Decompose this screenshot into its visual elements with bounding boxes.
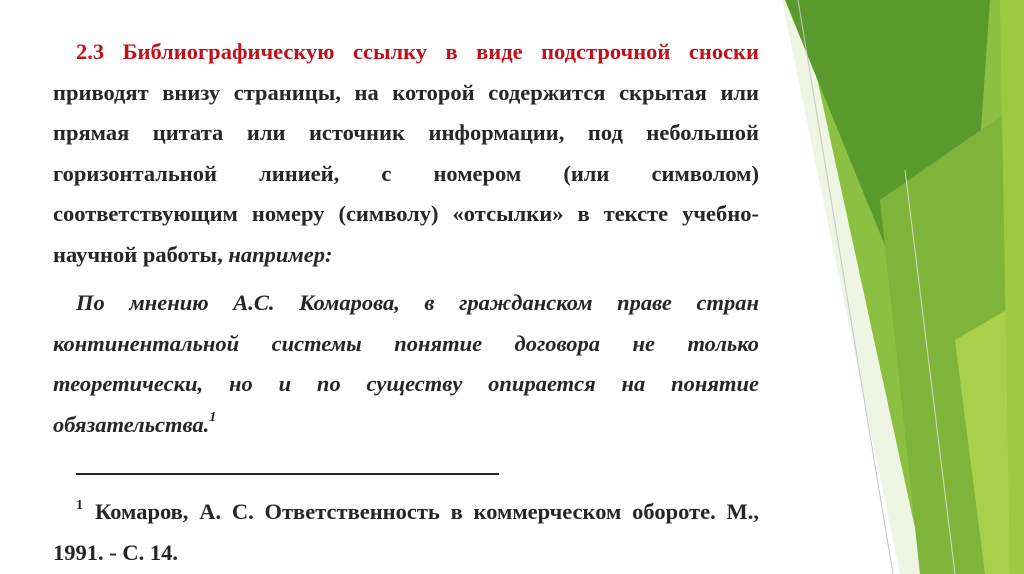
paragraph-body: приводят внизу страницы, на которой содержится скрытая или прямая цитата или источник информации, под небольшой горизонтальной линией, с номером (или символом) соответствующим номеру (символу) «отсылки» в тексте учебно-научной работы, [53, 79, 759, 267]
quote-text: По мнению А.С. Комарова, в гражданском праве стран континентальной системы понятие договора не только теоретически, но и по существу опирается на понятие обязательства. [53, 290, 759, 437]
footnote [53, 492, 759, 573]
quote-footnote-marker: 1 [209, 410, 217, 425]
footnote-marker: 1 [76, 497, 83, 513]
example-label: например: [228, 241, 333, 267]
example-quote [53, 283, 759, 445]
slide-content [53, 32, 759, 573]
paragraph-2-3 [53, 32, 759, 275]
paragraph-heading: 2.3 Библиографическую ссылку в виде подстрочной сноски [76, 39, 759, 64]
footnote-text: Комаров, А. С. Ответственность в коммерческом обороте. М., 1991. - С. 14. [53, 499, 759, 565]
footnote-separator-line [76, 445, 499, 475]
